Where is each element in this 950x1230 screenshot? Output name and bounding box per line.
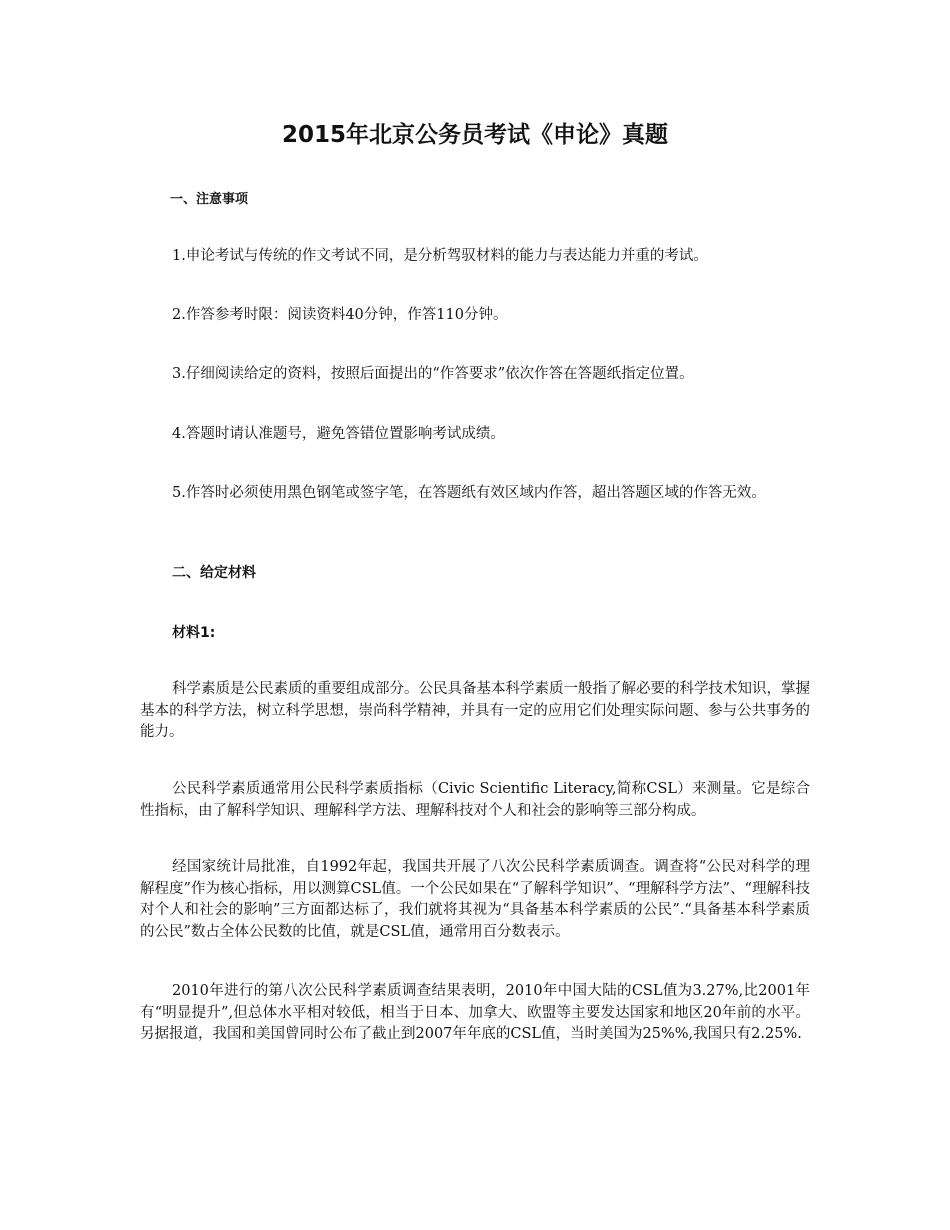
note-item-5: 5.作答时必须使用黑色钢笔或签字笔，在答题纸有效区域内作答，超出答题区域的作答无效。 <box>172 485 766 501</box>
note-item-1: 1.申论考试与传统的作文考试不同，是分析驾驭材料的能力与表达能力并重的考试。 <box>172 248 708 264</box>
section-heading-notes: 一、注意事项 <box>170 192 249 207</box>
material-paragraph-2: 公民科学素质通常用公民科学素质指标（Civic Scientific Literacy,简称CSL）来测量。它是综合性指标，由了解科学知识、理解科学方法、理解科技对个人和社会的影响等三部分构成。 <box>140 781 810 819</box>
note-item-4: 4.答题时请认准题号，避免答错位置影响考试成绩。 <box>172 426 505 442</box>
document-title: 2015年北京公务员考试《申论》真题 <box>281 122 668 148</box>
material-paragraph-3: 经国家统计局批准，自1992年起，我国共开展了八次公民科学素质调查。调查将“公民对科学的理解程度”作为核心指标，用以测算CSL值。一个公民如果在“了解科学知识”、“理解科学方法”、“理解科技对个人和社会的影响”三方面都达标了，我们就将其视为“具备基本科学素质的公民”.“具备基本科学素质的公民”数占全体公民数的比值，就是CSL值，通常用百分数表示。 <box>140 859 810 940</box>
note-item-3: 3.仔细阅读给定的资料，按照后面提出的“作答要求”依次作答在答题纸指定位置。 <box>172 366 694 382</box>
material-paragraph-1: 科学素质是公民素质的重要组成部分。公民具备基本科学素质一般指了解必要的科学技术知识，掌握基本的科学方法，树立科学思想，崇尚科学精神，并具有一定的应用它们处理实际问题、参与公共事务的能力。 <box>140 681 810 740</box>
material-paragraph-4: 2010年进行的第八次公民科学素质调查结果表明，2010年中国大陆的CSL值为3.27%,比2001年有“明显提升”,但总体水平相对较低，相当于日本、加拿大、欧盟等主要发达国家和地区20年前的水平。另据报道，我国和美国曾同时公布了截止到2007年年底的CSL值，当时美国为25%%,我国只有2.25%. <box>140 983 810 1042</box>
section-heading-materials: 二、给定材料 <box>172 565 256 581</box>
note-item-2: 2.作答参考时限：阅读资料40分钟，作答110分钟。 <box>172 307 508 323</box>
material-label: 材料1: <box>172 625 216 641</box>
